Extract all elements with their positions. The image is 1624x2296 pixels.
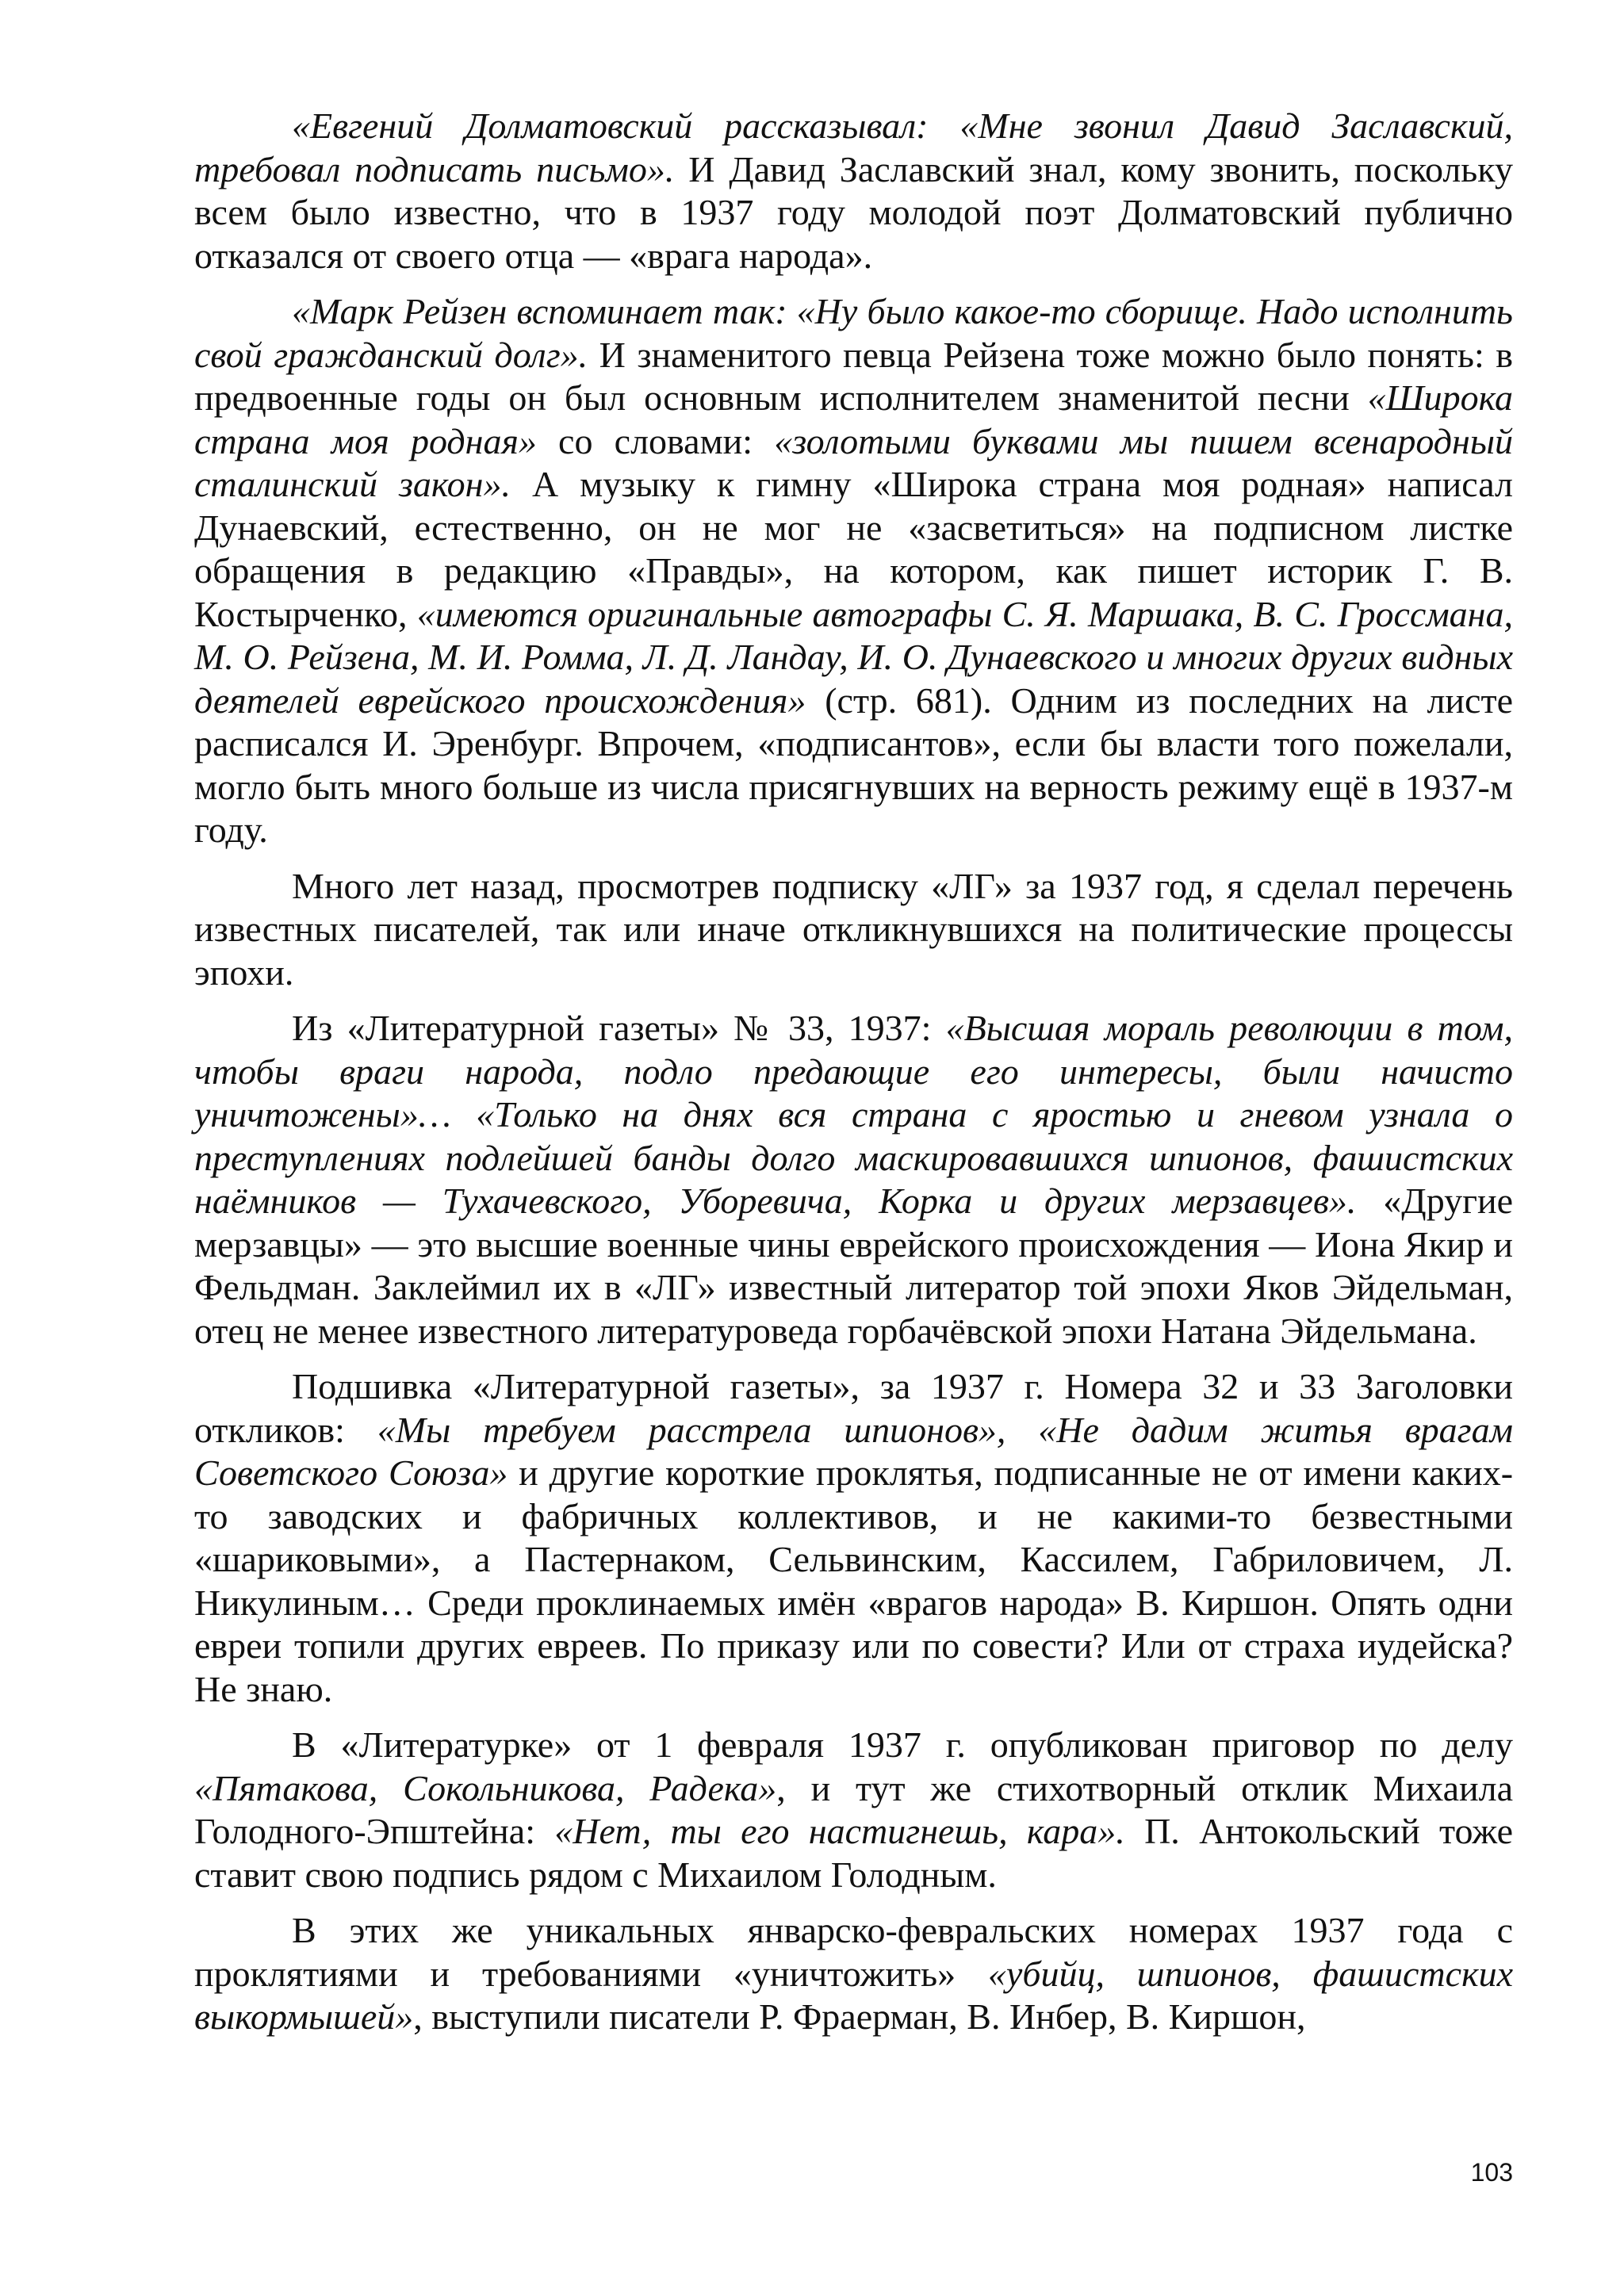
paragraph (194, 1007, 1513, 1353)
paragraph (194, 290, 1513, 852)
text-run: В «Литературке» от 1 февраля 1937 г. опубликован приговор по делу (292, 1724, 1513, 1765)
italic-quote: «имеются оригинальные автографы С. Я. Маршака, В. С. Гроссмана, М. О. Рейзена, М. И. Ромма, Л. Д. Ландау, И. О. Дунаевского и многих других видных деятелей еврейского происхождения» (194, 593, 1513, 721)
italic-quote: «Пятакова, Сокольникова, Радека» (194, 1767, 777, 1808)
text-run: Много лет назад, просмотрев подписку «ЛГ» за 1937 год, я сделал перечень известных писателей, так или иначе откликнувшихся на политические процессы эпохи. (194, 865, 1513, 993)
italic-quote: «Марк Рейзен вспоминает так: «Ну было какое-то сборище. Надо исполнить свой гражданский долг». (194, 291, 1513, 375)
text-run: , выступили писатели Р. Фраерман, В. Инбер, В. Киршон, (413, 1996, 1306, 2037)
page-body (194, 105, 1513, 2052)
italic-quote: «Высшая мораль революции в том, чтобы враги народа, подло предающие его интересы, были начисто уничтожены»… «Только на днях вся страна с яростью и гневом узнала о преступлениях подлейшей банды долго маскировавшихся шпионов, фашистских наёмников — Тухачевского, Уборевича, Корка и других мерзавцев». (194, 1008, 1514, 1221)
text-run: Подшивка «Литературной газеты», за 1937 г. Номера 32 и 33 Заголовки откликов: (194, 1366, 1513, 1450)
paragraph (194, 1724, 1513, 1896)
paragraph (194, 1909, 1513, 2039)
italic-quote: «убийц, шпионов, фашистских выкормышей» (194, 1953, 1513, 2037)
text-run: , и тут же стихотворный отклик Михаила Голодного-Эпштейна: (194, 1767, 1513, 1851)
text-run: А музыку к гимну «Широка страна моя родная» написал Дунаевский, естественно, он не мог не «засветиться» на подписном листке обращения в редакцию «Правды», на котором, как пишет историк Г. В. Костырченко, (194, 464, 1514, 634)
italic-quote: «Широка страна моя родная» (194, 377, 1513, 461)
text-run: И Давид Заславский знал, кому звонить, поскольку всем было известно, что в 1937 году молодой поэт Долматовский публично отказался от своего отца — «врага народа». (194, 148, 1513, 276)
text-run: и другие короткие проклятья, подписанные не от имени каких-то заводских и фабричных коллективов, и не какими-то безвестными «шариковыми», а Пастернаком, Сельвинским, Кассилем, Габриловичем, Л. Никулиным… Среди проклинаемых имён «врагов народа» В. Киршон. Опять одни евреи топили других евреев. По приказу или по совести? Или от страха иудейска? Не знаю. (194, 1452, 1514, 1709)
paragraph (194, 105, 1513, 277)
italic-quote: «золотыми буквами мы пишем всенародный сталинский закон». (194, 420, 1513, 504)
text-run: Из «Литературной газеты» № 33, 1937: (292, 1008, 946, 1048)
text-run: И знаменитого певца Рейзена тоже можно было понять: в предвоенные годы он был основным исполнителем знаменитой песни (194, 334, 1514, 418)
text-run: «Другие мерзавцы» — это высшие военные чины еврейского происхождения — Иона Якир и Фельдман. Заклеймил их в «ЛГ» известный литератор той эпохи Яков Эйдельман, отец не менее известного литературоведа горбачёвской эпохи Натана Эйдельмана. (194, 1181, 1513, 1351)
paragraph (194, 1365, 1513, 1711)
text-run: В этих же уникальных январско-февральских номерах 1937 года с проклятиями и требованиями «уничтожить» (194, 1910, 1513, 1994)
italic-quote: «Нет, ты его настигнешь, кара». (554, 1811, 1125, 1851)
italic-quote: «Евгений Долматовский рассказывал: «Мне звонил Давид Заславский, требовал подписать письмо». (194, 105, 1513, 189)
page-number: 103 (1470, 2158, 1513, 2187)
text-run: со словами: (536, 420, 775, 461)
italic-quote: «Мы требуем расстрела шпионов», «Не дадим житья врагам Советского Союза» (194, 1409, 1513, 1493)
text-run: (стр. 681). Одним из последних на листе расписался И. Эренбург. Впрочем, «подписантов», если бы власти того пожелали, могло быть много больше из числа присягнувших на верность режиму ещё в 1937-м году. (194, 679, 1513, 850)
text-run: П. Антокольский тоже ставит свою подпись рядом с Михаилом Голодным. (194, 1811, 1513, 1895)
paragraph (194, 865, 1513, 995)
